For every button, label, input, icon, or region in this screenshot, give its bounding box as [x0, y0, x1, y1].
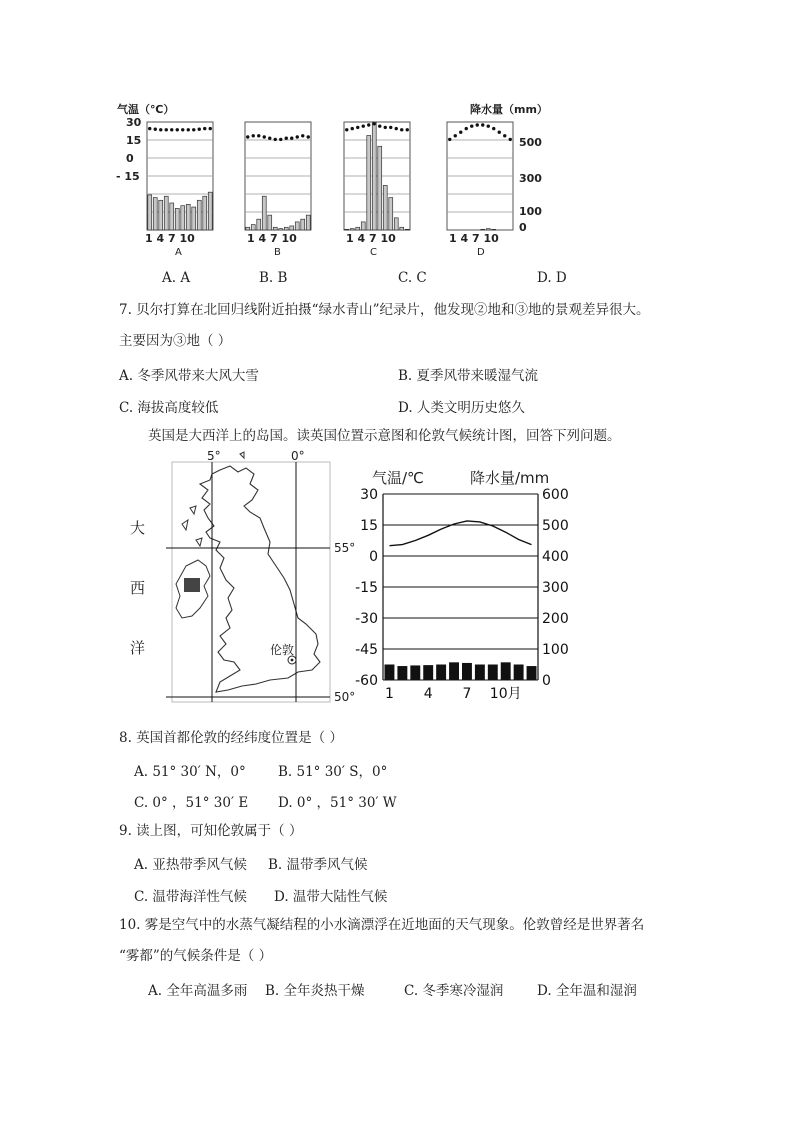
precip-bar	[186, 204, 190, 230]
precip-bar	[481, 229, 485, 230]
precip-bar	[246, 227, 250, 230]
temp-point	[351, 127, 354, 130]
precip-bar	[262, 196, 266, 230]
q9-option-b[interactable]: B. 温带季风气候	[268, 857, 368, 873]
precip-bar	[492, 229, 496, 230]
temp-point	[465, 127, 468, 130]
ocean-char-2: 西	[130, 579, 146, 597]
precip-bar	[527, 666, 537, 680]
temp-point	[176, 128, 179, 131]
q10-option-d[interactable]: D. 全年温和湿润	[537, 983, 637, 999]
month-tick-label: 7	[462, 686, 472, 702]
temp-tick-label: 30	[360, 487, 378, 503]
temp-tick-label: -30	[355, 611, 378, 627]
london-climate-chart	[340, 480, 569, 706]
temp-tick-label: 0	[369, 549, 378, 565]
precip-bar	[208, 192, 212, 230]
precip-bar	[164, 196, 168, 230]
temp-point	[170, 128, 173, 131]
temp-point	[246, 135, 249, 138]
precip-bar	[378, 146, 382, 230]
temp-point	[263, 135, 266, 138]
ocean-char-3: 洋	[130, 639, 146, 657]
precip-bar	[475, 665, 485, 681]
right-tick-100: 100	[519, 205, 542, 218]
q6-option-b[interactable]: B. B	[259, 270, 288, 286]
q10-option-a[interactable]: A. 全年高温多雨	[148, 983, 248, 999]
lon-label-0: 0°	[291, 449, 305, 463]
precip-bar	[486, 229, 490, 230]
temp-point	[268, 137, 271, 140]
precip-bar	[295, 222, 299, 230]
precip-bar	[488, 665, 498, 681]
london-temp-axis-title: 气温/℃	[372, 469, 424, 487]
right-tick-500: 500	[519, 136, 542, 149]
panel-letter-a: A	[175, 247, 182, 258]
q9-stem: 9. 读上图，可知伦敦属于（ ）	[119, 823, 303, 839]
precip-tick-label: 400	[542, 549, 569, 565]
panel-letter-b: B	[274, 247, 281, 258]
q10-option-c[interactable]: C. 冬季寒冷湿润	[404, 983, 504, 999]
temp-point	[384, 126, 387, 129]
precip-bar	[273, 227, 277, 230]
q7-option-a[interactable]: A. 冬季风带来大风大雪	[119, 368, 259, 384]
temp-tick-label: -45	[355, 642, 378, 658]
precip-bar	[405, 229, 409, 230]
precip-bar	[192, 207, 196, 230]
precip-bar	[385, 665, 395, 681]
temp-point	[165, 128, 168, 131]
month-ticks-b: 1 4 7 10	[247, 232, 297, 245]
temp-point	[252, 134, 255, 137]
temp-point	[279, 138, 282, 141]
right-tick-300: 300	[519, 172, 542, 185]
temp-point	[481, 123, 484, 126]
q6-option-d[interactable]: D. D	[537, 270, 567, 286]
temp-point	[296, 135, 299, 138]
q9-option-a[interactable]: A. 亚热带季风气候	[134, 857, 247, 873]
lon-label-5: 5°	[207, 449, 221, 463]
precip-bar	[423, 665, 433, 680]
temp-point	[209, 127, 212, 130]
precip-bar	[356, 227, 360, 230]
month-ticks-c: 1 4 7 10	[346, 232, 396, 245]
panel-letter-c: C	[370, 247, 377, 258]
q7-option-d[interactable]: D. 人类文明历史悠久	[398, 400, 525, 416]
london-label: 伦敦	[270, 643, 295, 657]
q6-option-a[interactable]: A. A	[162, 270, 191, 286]
q7-stem-line1: 7. 贝尔打算在北回归线附近拍摄“绿水青山”纪录片，他发现②地和③地的景观差异很大。	[119, 302, 650, 318]
temp-point	[367, 123, 370, 126]
ocean-char-1: 大	[130, 519, 146, 537]
q8-stem: 8. 英国首都伦敦的经纬度位置是（ ）	[119, 730, 343, 746]
precip-bar	[367, 136, 371, 231]
temp-point	[476, 123, 479, 126]
panel-letter-d: D	[477, 247, 485, 258]
temp-point	[181, 128, 184, 131]
temp-point	[454, 134, 457, 137]
temp-point	[389, 126, 392, 129]
london-marker-dot	[291, 659, 294, 662]
precip-bar	[153, 198, 157, 230]
precip-bar	[268, 215, 272, 230]
scottish-islands	[182, 452, 244, 546]
temp-point	[492, 127, 495, 130]
month-ticks-d: 1 4 7 10	[449, 232, 499, 245]
precip-bar	[383, 185, 387, 230]
temp-point	[203, 127, 206, 130]
precip-bar	[361, 222, 365, 230]
q9-option-c[interactable]: C. 温带海洋性气候	[134, 889, 247, 905]
q8-option-a[interactable]: A. 51° 30′ N，0°	[134, 764, 246, 780]
temp-point	[187, 128, 190, 131]
precip-bar	[284, 227, 288, 230]
precip-bar	[350, 229, 354, 230]
precip-bar	[345, 229, 349, 230]
climate-panel-d	[447, 122, 513, 230]
temp-point	[198, 128, 201, 131]
left-tick-30: 30	[126, 116, 142, 129]
precip-bar	[170, 203, 174, 230]
precip-bar	[394, 218, 398, 230]
precip-tick-label: 600	[542, 487, 569, 503]
precip-bar	[203, 196, 207, 230]
temp-point	[487, 125, 490, 128]
temp-point	[257, 134, 260, 137]
temp-point	[406, 128, 409, 131]
precip-bar	[389, 198, 393, 230]
lat-label-50: 50°	[334, 690, 356, 704]
month-tick-label: 1	[384, 686, 394, 702]
q7-stem-line2: 主要因为③地（ ）	[119, 333, 232, 349]
temp-point	[345, 128, 348, 131]
temp-tick-label: -15	[355, 580, 378, 596]
temp-point	[301, 134, 304, 137]
section-intro: 英国是大西洋上的岛国。读英国位置示意图和伦敦气候统计图，回答下列问题。	[148, 428, 621, 444]
temp-point	[159, 128, 162, 131]
temp-point	[154, 128, 157, 131]
precip-tick-label: 300	[542, 580, 569, 596]
temp-point	[509, 138, 512, 141]
temp-point	[356, 126, 359, 129]
temp-tick-label: -60	[355, 673, 378, 689]
right-axis-title: 降水量（mm）	[470, 103, 548, 116]
temp-point	[362, 125, 365, 128]
climate-panel-b	[245, 122, 311, 230]
precip-bar	[306, 215, 310, 230]
precip-bar	[301, 219, 305, 230]
precip-bar	[197, 200, 201, 230]
q10-stem-line2: “雾都”的气候条件是（ ）	[119, 948, 273, 964]
q10-option-b[interactable]: B. 全年炎热干燥	[265, 983, 365, 999]
precip-tick-label: 500	[542, 518, 569, 534]
q8-option-d[interactable]: D. 0° ，51° 30′ W	[278, 795, 397, 811]
q7-option-b[interactable]: B. 夏季风带来暖湿气流	[398, 368, 539, 384]
precip-bar	[159, 200, 163, 230]
precip-bar	[257, 219, 261, 230]
left-tick-0: 0	[126, 152, 134, 165]
right-tick-0: 0	[519, 221, 527, 234]
left-tick-15: 15	[126, 134, 142, 147]
left-tick-minus15: - 15	[116, 170, 140, 183]
month-ticks-a: 1 4 7 10	[145, 232, 195, 245]
precip-tick-label: 100	[542, 642, 569, 658]
temp-point	[498, 131, 501, 134]
q9-option-d[interactable]: D. 温带大陆性气候	[274, 889, 388, 905]
lat-label-55: 55°	[334, 541, 356, 555]
q10-stem-line1: 10. 雾是空气中的水蒸气凝结程的小水滴漂浮在近地面的天气现象。伦敦曾经是世界著名	[119, 917, 645, 933]
temp-point	[148, 127, 151, 130]
precip-bar	[372, 122, 376, 230]
temp-point	[307, 135, 310, 138]
temp-point	[400, 128, 403, 131]
q6-option-c[interactable]: C. C	[398, 270, 427, 286]
precip-bar	[501, 662, 511, 680]
climate-panel-c	[344, 122, 410, 230]
left-axis-title: 气温（℃）	[117, 103, 175, 116]
uk-location-map	[120, 448, 360, 710]
temp-point	[290, 137, 293, 140]
northern-ireland-area	[184, 578, 200, 592]
temp-point	[470, 125, 473, 128]
climate-panel-a	[147, 122, 213, 230]
precip-bar	[397, 666, 407, 680]
precip-bar	[514, 665, 524, 681]
temp-point	[395, 127, 398, 130]
precip-bar	[279, 229, 283, 230]
q7-option-c[interactable]: C. 海拔高度较低	[119, 400, 219, 416]
precip-tick-label: 0	[542, 673, 551, 689]
month-tick-label: 4	[423, 686, 433, 702]
great-britain-outline	[200, 466, 320, 692]
temp-point	[285, 137, 288, 140]
precip-bar	[148, 195, 152, 230]
temp-point	[274, 138, 277, 141]
precip-bar	[462, 663, 472, 680]
precip-bar	[449, 662, 459, 680]
temp-tick-label: 15	[360, 518, 378, 534]
london-precip-axis-title: 降水量/mm	[470, 469, 550, 487]
precip-bar	[436, 665, 446, 681]
temp-point	[459, 131, 462, 134]
precip-tick-label: 200	[542, 611, 569, 627]
precip-bar	[410, 665, 420, 680]
month-tick-label: 10月	[489, 686, 522, 702]
precip-bar	[290, 226, 294, 230]
precip-bar	[251, 225, 255, 230]
precip-bar	[181, 206, 185, 230]
q8-option-b[interactable]: B. 51° 30′ S，0°	[278, 764, 388, 780]
precip-bar	[175, 208, 179, 230]
temp-point	[378, 125, 381, 128]
q8-option-c[interactable]: C. 0° ，51° 30′ E	[134, 795, 249, 811]
precip-bar	[400, 227, 404, 230]
temp-point	[503, 134, 506, 137]
temp-point	[448, 138, 451, 141]
climate-panels	[0, 0, 794, 270]
temp-point	[192, 128, 195, 131]
temp-point	[373, 122, 376, 125]
